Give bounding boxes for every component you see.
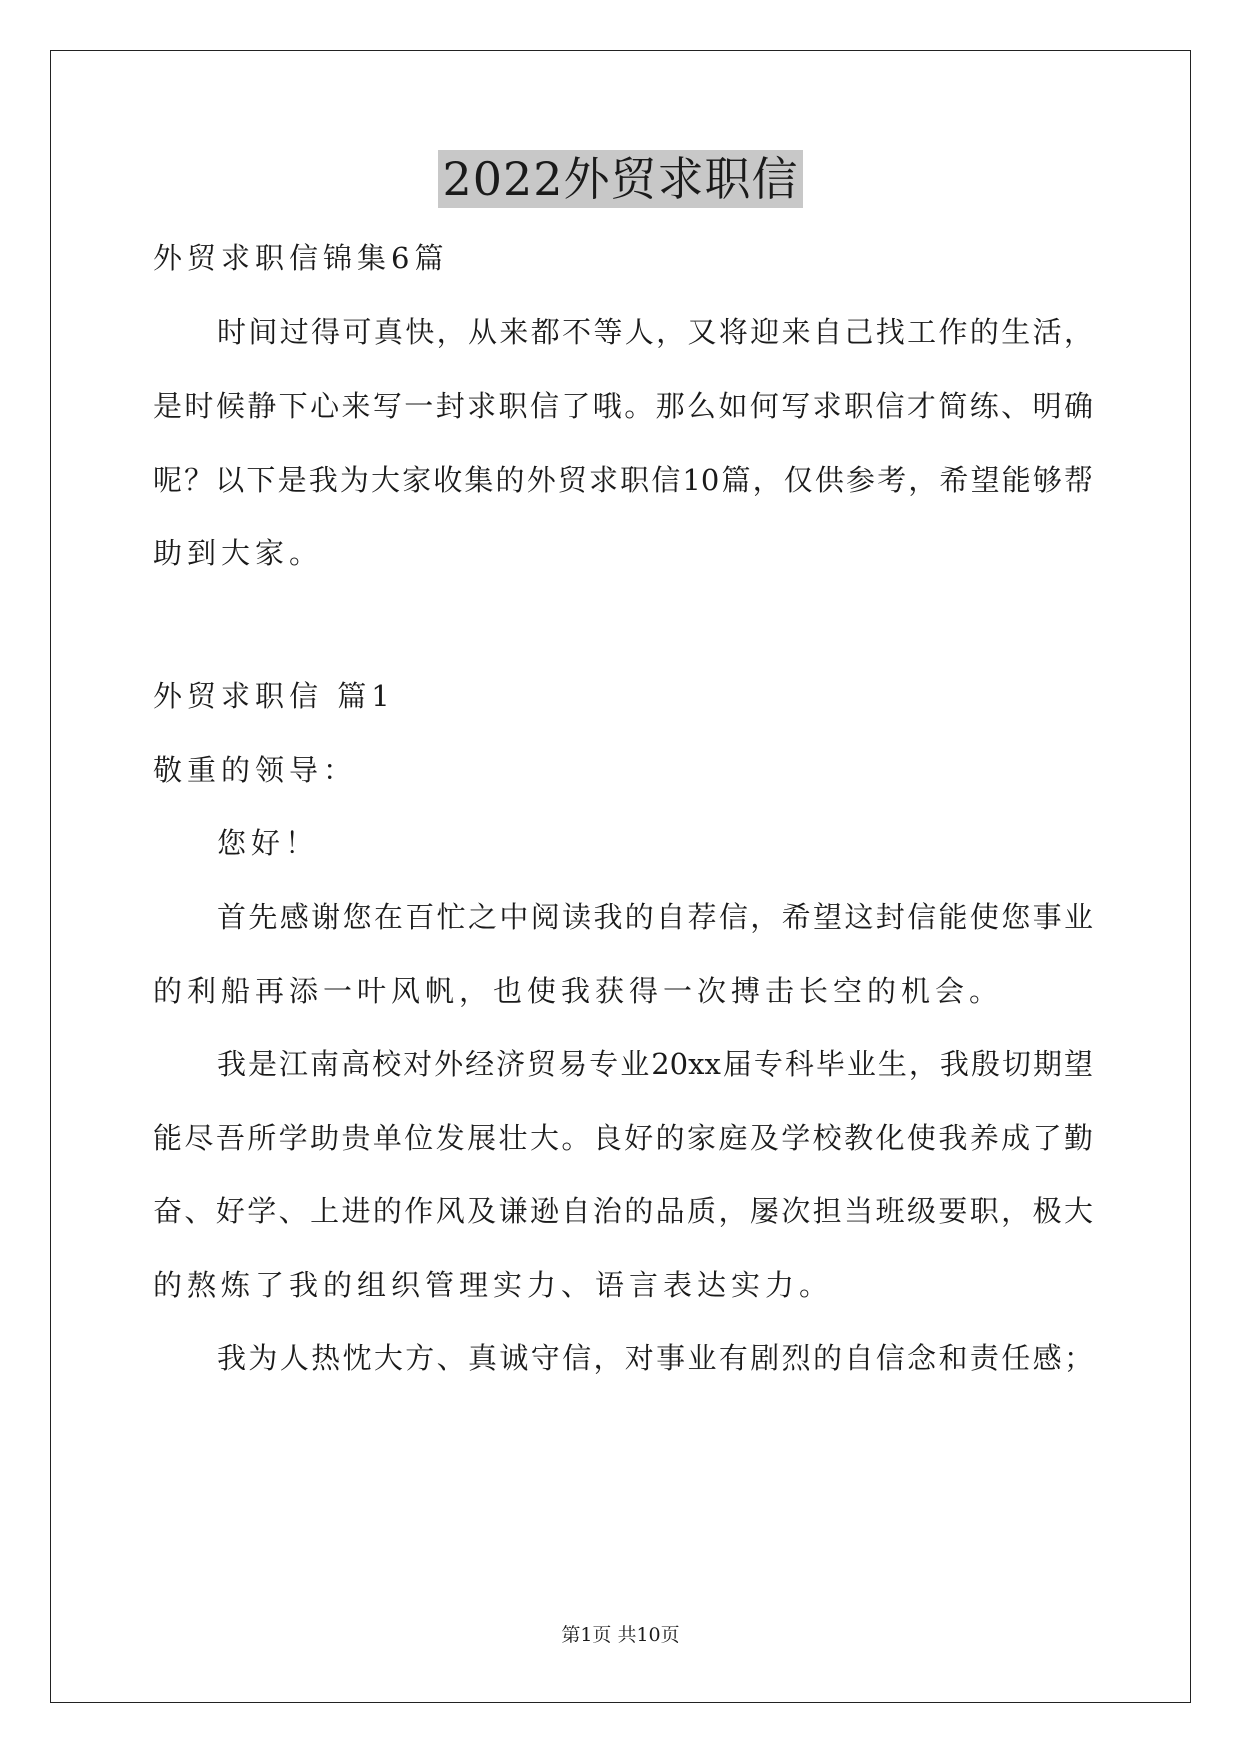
salutation: 敬重的领导： [153,753,358,787]
greeting: 您好！ [217,826,320,860]
paragraph-line: 的熬炼了我的组织管理实力、语言表达实力。 [153,1268,834,1302]
subtitle: 外贸求职信锦集6篇 [153,241,449,275]
paragraph-line: 我是江南高校对外经济贸易专业20xx届专科毕业生，我殷切期望 [217,1047,1093,1081]
intro-line: 助到大家。 [153,536,324,570]
paragraph-line: 我为人热忱大方、真诚守信，对事业有剧烈的自信念和责任感； [217,1341,1093,1375]
paragraph-line: 首先感谢您在百忙之中阅读我的自荐信，希望这封信能使您事业 [217,900,1093,934]
paragraph-line: 奋、好学、上进的作风及谦逊自治的品质，屡次担当班级要职，极大 [153,1194,1093,1228]
page-footer: 第1页 共10页 [561,1624,680,1646]
title-container [0,150,1241,208]
section-heading: 外贸求职信 篇1 [153,679,395,713]
intro-line: 呢？以下是我为大家收集的外贸求职信10篇，仅供参考，希望能够帮 [153,463,1093,497]
paragraph-line: 的利船再添一叶风帆，也使我获得一次搏击长空的机会。 [153,974,1004,1008]
page-border [50,50,1191,1703]
intro-line: 时间过得可真快，从来都不等人，又将迎来自己找工作的生活， [217,315,1093,349]
paragraph-line: 能尽吾所学助贵单位发展壮大。良好的家庭及学校教化使我养成了勤 [153,1121,1093,1155]
intro-line: 是时候静下心来写一封求职信了哦。那么如何写求职信才简练、明确 [153,389,1093,423]
document-title: 2022外贸求职信 [438,150,802,208]
